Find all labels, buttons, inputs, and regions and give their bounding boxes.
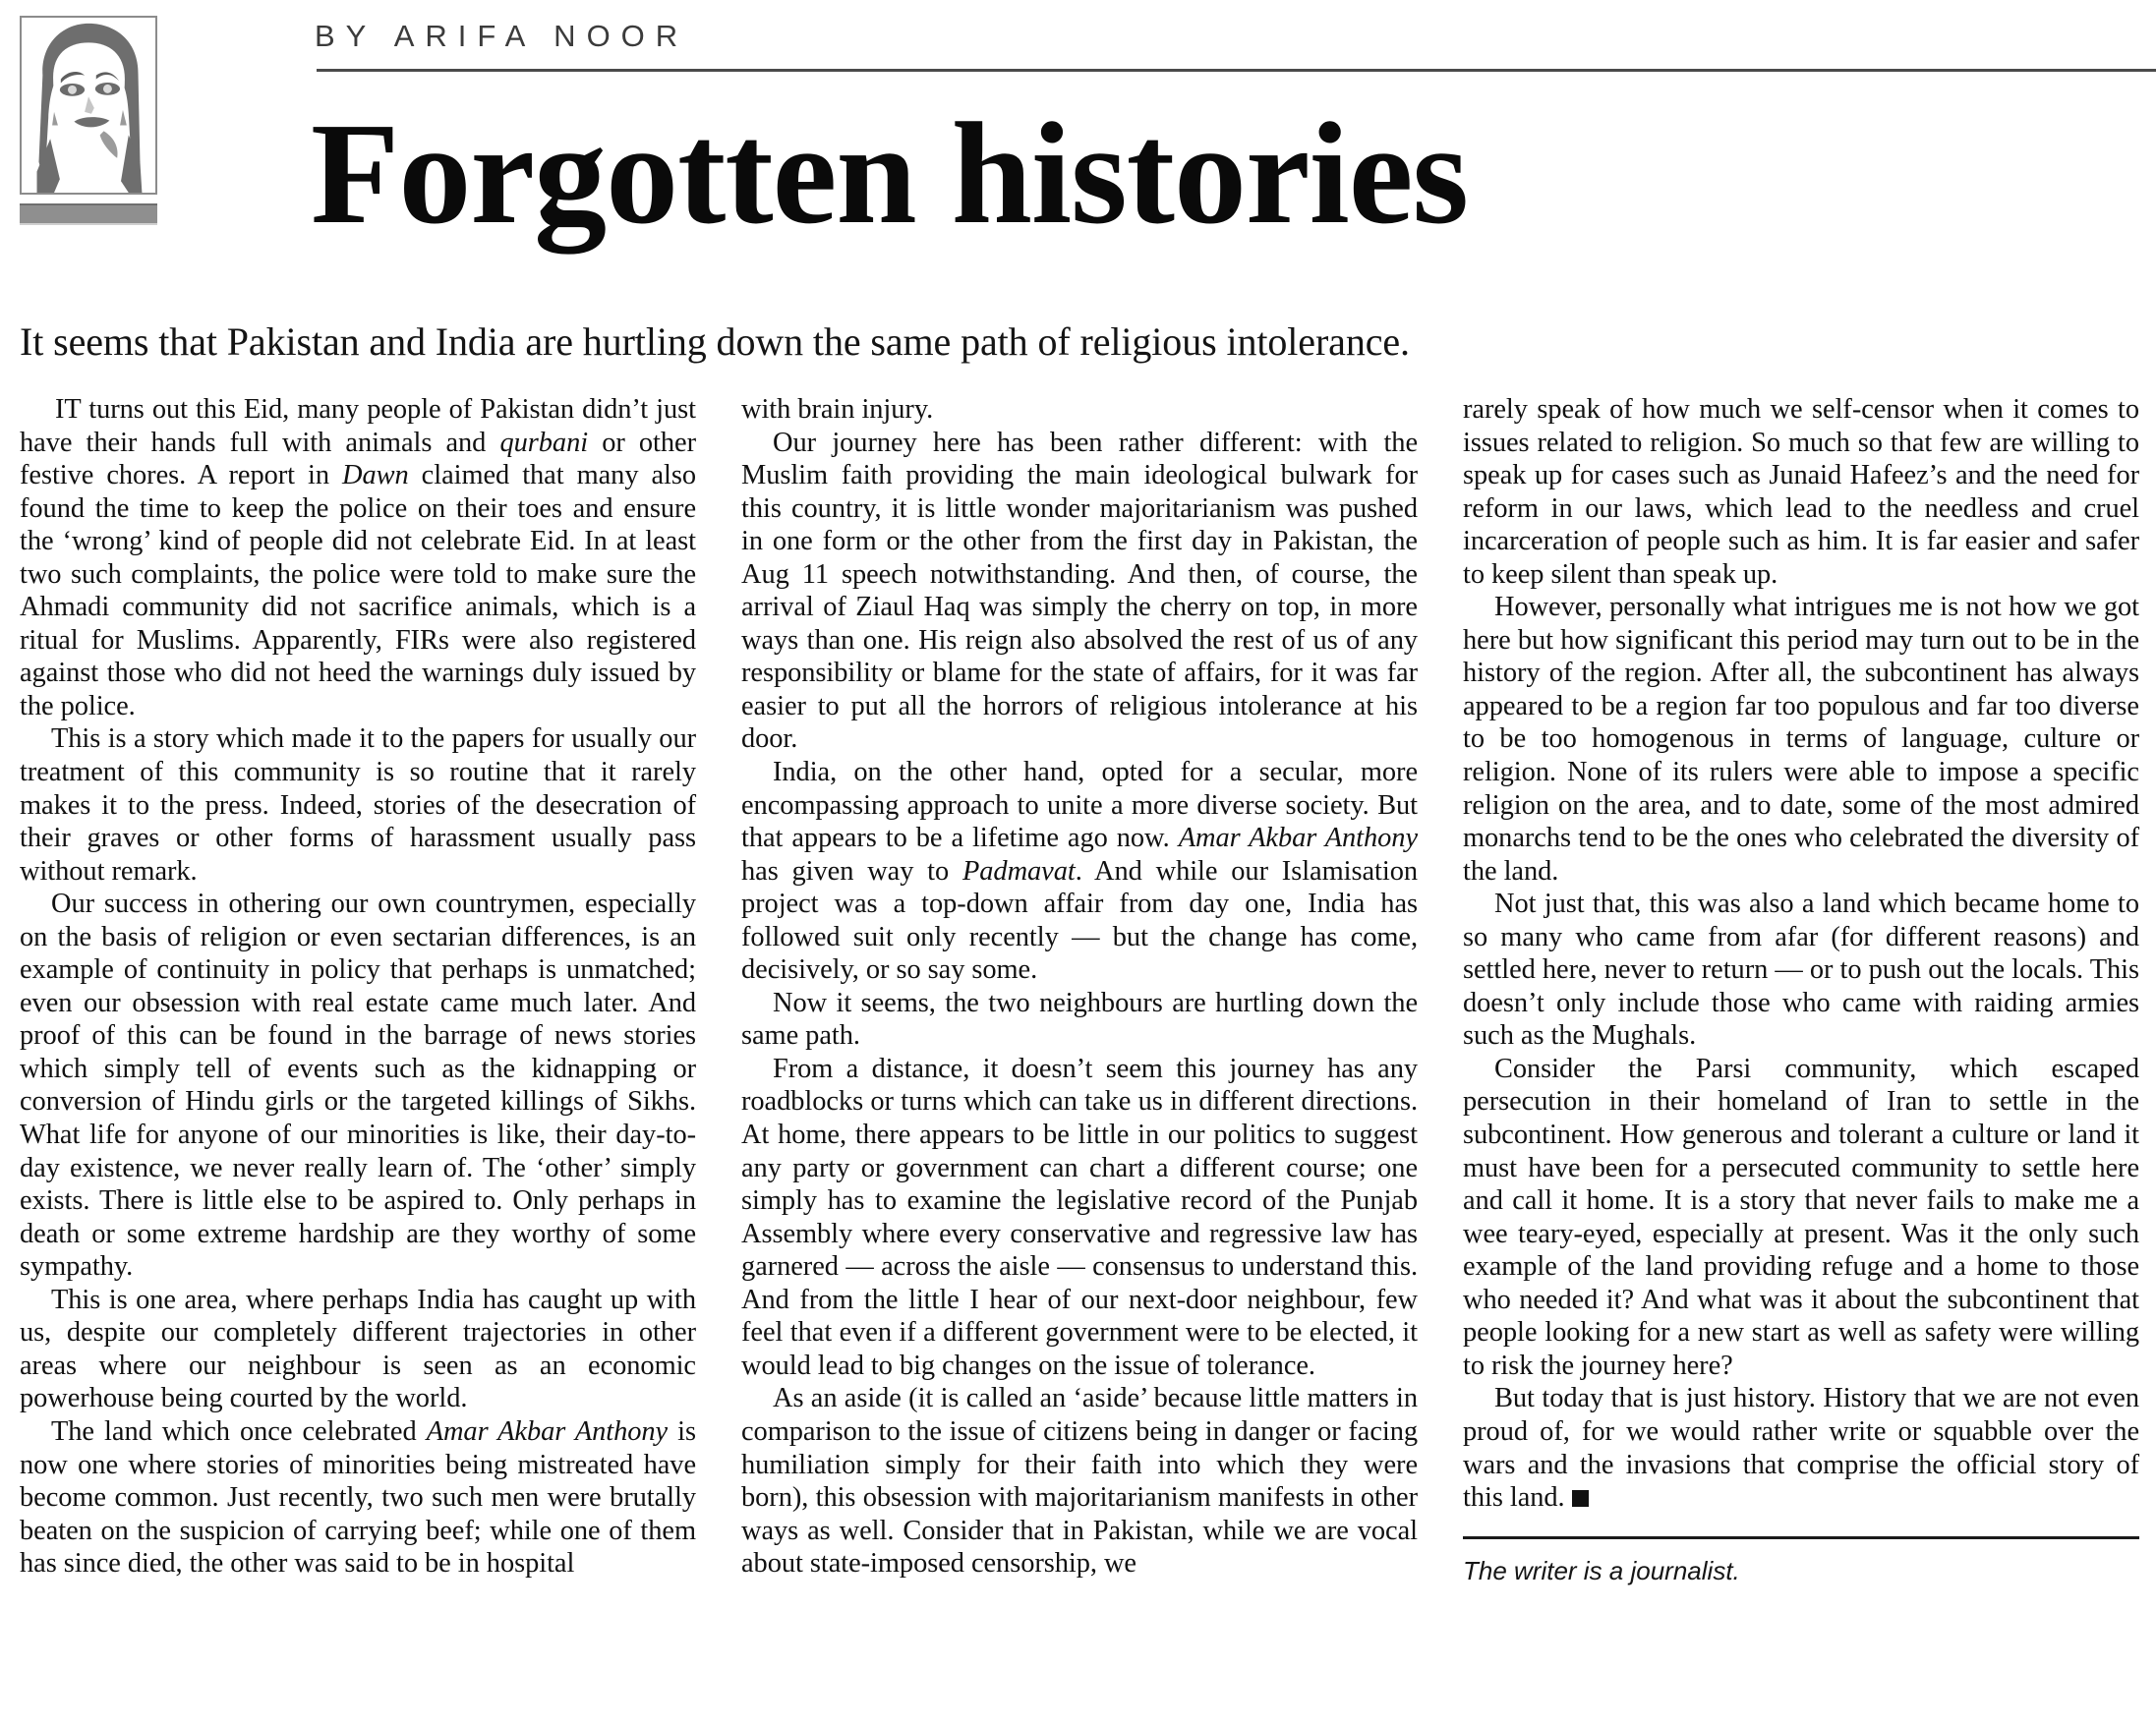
paragraph (1463, 1382, 2139, 1514)
byline-divider (317, 69, 2156, 72)
emphasis-qurbani: qurbani (499, 427, 589, 458)
paragraph: This is a story which made it to the papers for usually our treatment of this community is so routine that it rarely makes it to the press. Indeed, stories of the desecration of their graves or other forms of harassment usually pass without remark. (20, 723, 696, 887)
article-body (20, 393, 2138, 1726)
paragraph (741, 756, 1418, 987)
paragraph: rarely speak of how much we self-censor when it comes to issues related to religion. So much so that few are willing to speak up for cases such as Junaid Hafeez’s and the need for reform in our laws, which lead to the needless and cruel incarceration of people such as him. It is far easier and safer to keep silent than speak up. (1463, 394, 2139, 590)
byline: BY ARIFA NOOR (315, 19, 689, 53)
emphasis-film-title: Amar Akbar Anthony (426, 1415, 669, 1447)
para-text: But today that is just history. History that we are not even proud of, for we would rather write or squabble over the wars and the invasions that comprise the official story of this land. (1463, 1383, 2139, 1514)
emphasis-film-title: Amar Akbar Anthony (1178, 823, 1418, 854)
para-text: IT turns out this Eid, many people of Pakistan didn’t just have their hands full with animals and (20, 394, 696, 458)
emphasis-film-title-padmavat: Padmavat (962, 855, 1076, 887)
paragraph: Consider the Parsi community, which escaped persecution in their homeland of Iran to settle in the subcontinent. How generous and tolerant a culture or land it must have been for a persecuted community to settle here and call it home. It is a story that never fails to make me a wee teary-eyed, especially at present. Was it the only such example of the land providing refuge and a home to those who needed it? And what was it about the subcontinent that people looking for a new start as well as safety were willing to risk the journey here? (1463, 1053, 2139, 1381)
paragraph (20, 393, 696, 722)
author-portrait-image (20, 16, 157, 195)
paragraph (20, 1415, 696, 1581)
paragraph: Our success in othering our own countrymen, especially on the basis of religion or even sectarian differences, is an example of continuity in policy that perhaps is unmatched; even our obsession with real estate came much later. And proof of this can be found in the barrage of news stories which simply tell of events such as the kidnapping or conversion of Hindu girls or the targeted killings of Sikhs. What life for anyone of our minorities is like, their day-to-day existence, we never really learn of. The ‘other’ simply exists. There is little else to be aspired to. Only perhaps in death or some extreme hardship are they worthy of some sympathy. (20, 889, 696, 1283)
para-text: has given way to (741, 855, 962, 887)
para-text: is now one where stories of minorities being mistreated have become common. Just recently, two such men were brutally beaten on the suspicion of carrying beef; while one of them has since died, the other was said to be in hospital (20, 1415, 697, 1580)
paragraph: with brain injury. (741, 394, 934, 425)
author-photo-underbar (20, 203, 157, 225)
end-of-article-mark (1572, 1490, 1589, 1507)
page-title: Forgotten histories (311, 93, 1469, 255)
para-text: . And while our Islamisation project was a top-down affair from day one, India has followed suit only recently — but the change has come, decisively, or so say some. (741, 855, 1418, 986)
article-column-1 (20, 393, 696, 1726)
article-column-2 (741, 393, 1418, 1726)
writer-credit: The writer is a journalist. (1463, 1555, 1740, 1585)
paragraph: Not just that, this was also a land which became home to so many who came from afar (for different reasons) and settled here, never to return — or to push out the locals. This doesn’t only include those who came with raiding armies such as the Mughals. (1463, 889, 2139, 1052)
credit-divider (1463, 1536, 2139, 1539)
para-text: The land which once celebrated (51, 1415, 427, 1447)
paragraph: Our journey here has been rather different: with the Muslim faith providing the main ideological bulwark for this country, it is little wonder majoritarianism was pushed in one form or the other from the first day in Pakistan, the Aug 11 speech notwithstanding. And then, of course, the arrival of Ziaul Haq was simply the cherry on top, in more ways than one. His reign also absolved the rest of us of any responsibility or blame for the state of affairs, for it was far easier to put all the horrors of religious intolerance at his door. (741, 427, 1418, 755)
author-photo-block (20, 16, 165, 225)
paragraph: Now it seems, the two neighbours are hurtling down the same path. (741, 987, 1418, 1052)
article-column-3 (1463, 393, 2139, 1726)
para-text: claimed that many also found the time to keep the police on their toes and ensure the ‘wrong’ kind of people did not celebrate Eid. In at least two such complaints, the police were told to make sure the Ahmadi community did not sacrifice animals, which is a ritual for Muslims. Apparently, FIRs were also registered against those who did not heed the warnings duly issued by the police. (20, 460, 697, 721)
paragraph: However, personally what intrigues me is not how we got here but how significant this period may turn out to be in the history of the region. After all, the subcontinent has always appeared to be a region far too populous and far too diverse to be too homogenous in terms of language, culture or religion. None of its rulers were able to impose a specific religion on the area, and to date, some of the most admired monarchs tend to be the ones who celebrated the diversity of the land. (1463, 592, 2139, 887)
paragraph: This is one area, where perhaps India has caught up with us, despite our completely different trajectories in other areas where our neighbour is seen as an economic powerhouse being courted by the world. (20, 1284, 696, 1414)
standfirst: It seems that Pakistan and India are hurtling down the same path of religious intolerance. (20, 319, 1410, 364)
para-text: India, on the other hand, opted for a secular, more encompassing approach to unite a more diverse society. But that appears to be a lifetime ago now. (741, 757, 1418, 854)
paragraph: As an aside (it is called an ‘aside’ because little matters in comparison to the issue of citizens being in danger or facing humiliation simply for their faith into which they were born), this obsession with majoritarianism manifests in other ways as well. Consider that in Pakistan, while we are vocal about state-imposed censorship, we (741, 1383, 1418, 1580)
headline-block (311, 0, 2138, 344)
emphasis-dawn: Dawn (342, 460, 409, 491)
paragraph: From a distance, it doesn’t seem this journey has any roadblocks or turns which can take us in different directions. At home, there appears to be little in our politics to suggest any party or government can chart a different course; one simply has to examine the legislative record of the Punjab Assembly where every conservative and regressive law has garnered — across the aisle — consensus to understand this. And from the little I hear of our next-door neighbour, few feel that even if a different government were to be elected, it would lead to big changes on the issue of tolerance. (741, 1053, 1418, 1381)
para-text: or other festive chores. A report in (20, 427, 696, 491)
masthead (20, 0, 2138, 364)
